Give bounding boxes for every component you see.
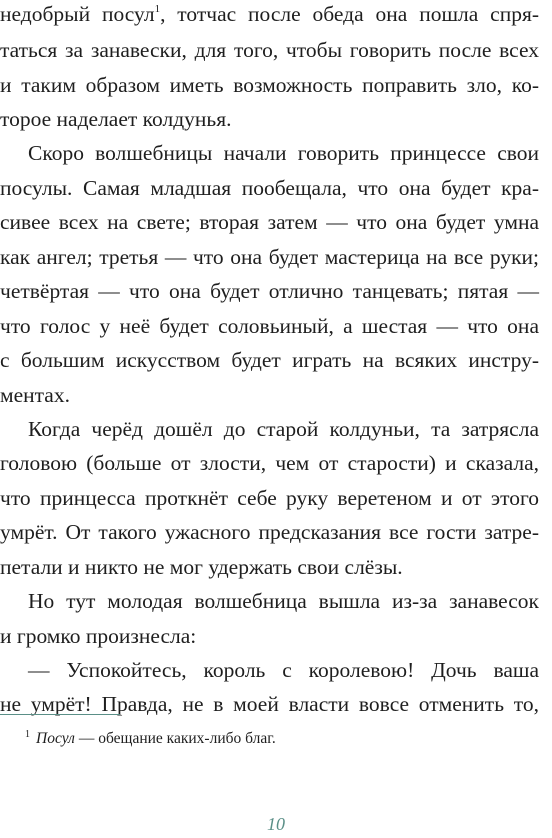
text-line: четвёртая — что она будет отлично танцевать; пятая — (0, 279, 539, 303)
text-line: умрёт. От такого ужасного предсказания все гости затре- (0, 520, 539, 544)
text-line: торое наделает колдунья. (0, 107, 232, 131)
text-line: как ангел; третья — что она будет мастерица на все руки; (0, 245, 539, 269)
footnote-marker: 1 (154, 3, 161, 15)
text-line: петали и никто не мог удержать свои слёзы. (0, 555, 403, 579)
text-line: с большим искусством будет играть на всяких инстру- (0, 348, 539, 372)
text-line: сивее всех на свете; вторая затем — что она будет умна (0, 210, 539, 234)
footnote (25, 725, 276, 749)
text-line: что принцесса проткнёт себе руку веретеном и от этого (0, 486, 539, 510)
text-line: таться за занавески, для того, чтобы говорить после всех (0, 38, 539, 62)
text-line: посулы. Самая младшая пообещала, что она будет кра- (0, 176, 539, 200)
text-line: — Успокойтесь, король с королевою! Дочь ваша (28, 658, 539, 682)
footnote-separator (0, 714, 120, 715)
text-line: Когда черёд дошёл до старой колдуньи, та затрясла (28, 417, 539, 441)
text-line: Скоро волшебницы начали говорить принцессе свои (28, 141, 539, 165)
footnote-number: 1 (25, 729, 30, 740)
text-line: ментах. (0, 383, 70, 407)
footnote-term: Посул (36, 730, 75, 747)
page-number: 10 (267, 814, 285, 834)
text-line: головою (больше от злости, чем от старости) и сказала, (0, 451, 539, 475)
text-line: и таким образом иметь возможность поправить зло, ко- (0, 73, 539, 97)
footnote-definition: — обещание каких-либо благ. (74, 730, 276, 747)
text-line: недобрый посул$^1$, тотчас после обеда она пошла спря- (0, 2, 540, 26)
text-line: и громко произнесла: (0, 624, 197, 648)
text-line: Но тут молодая волшебница вышла из-за занавесок (28, 589, 539, 613)
text-line: не умрёт! Правда, не в моей власти вовсе отменить то, (0, 692, 539, 716)
text-line: что голос у неё будет соловьиный, а шестая — что она (0, 314, 539, 338)
